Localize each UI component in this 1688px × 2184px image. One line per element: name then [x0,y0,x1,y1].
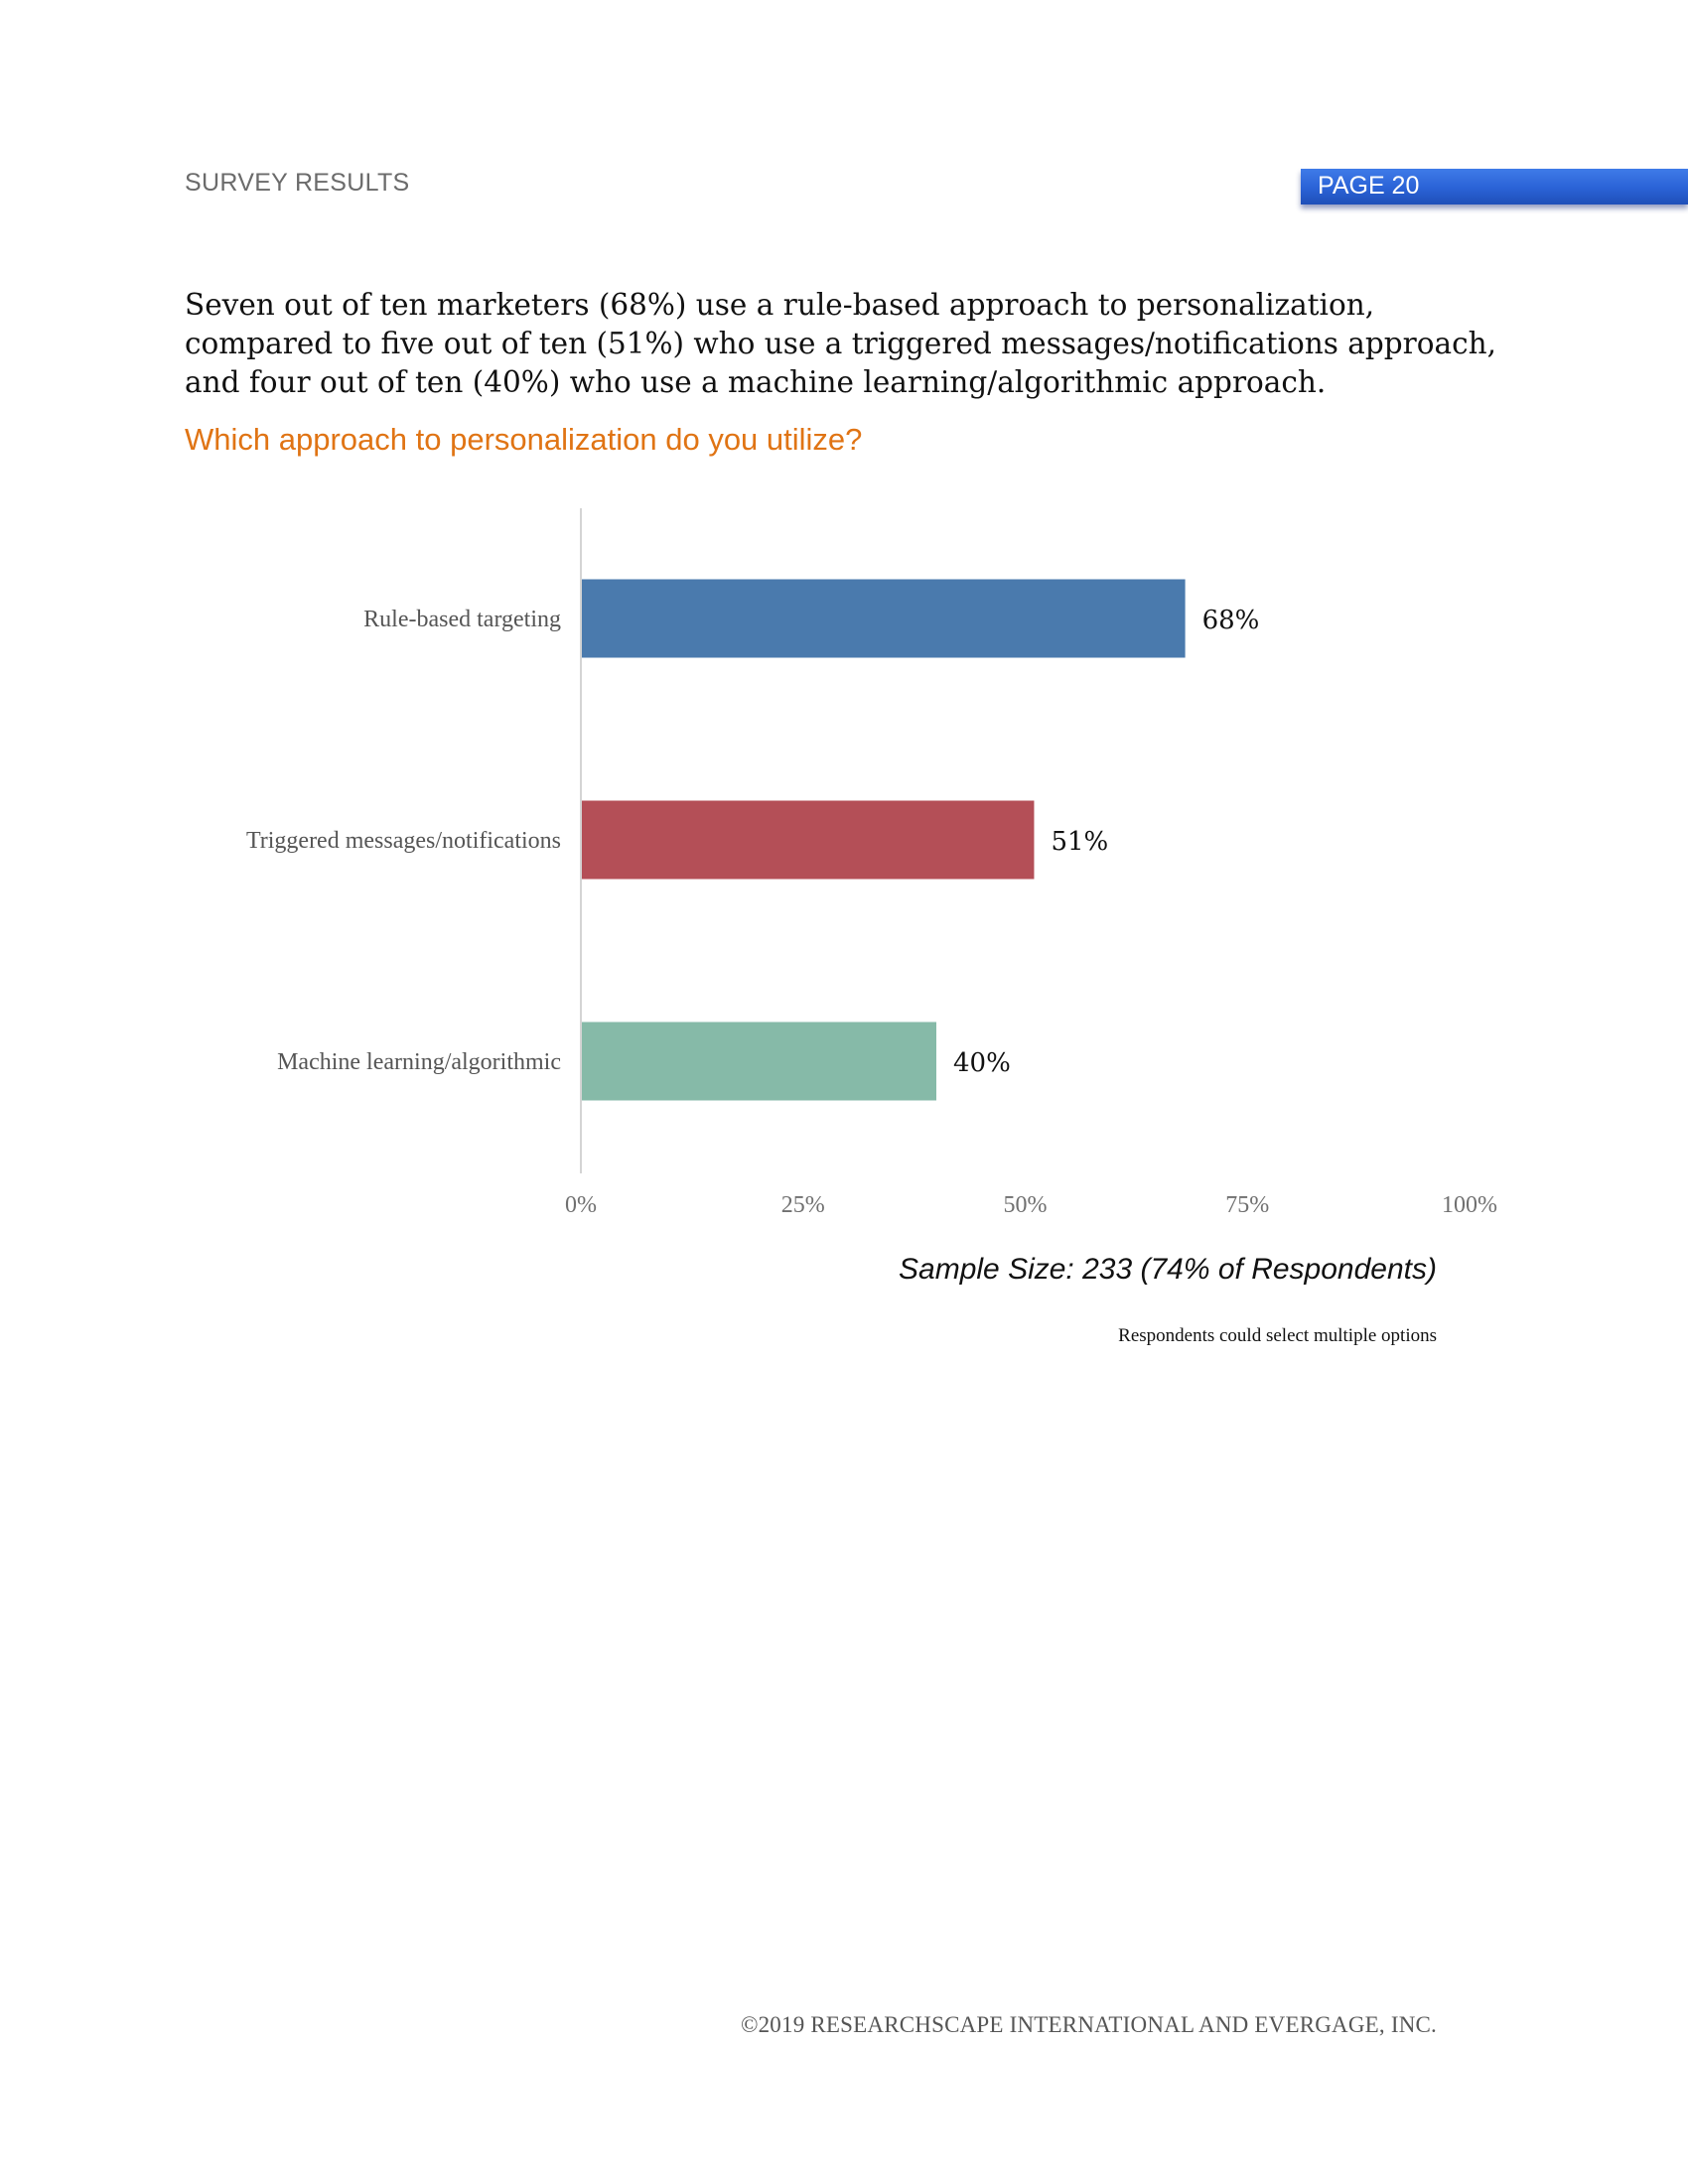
bar-2 [582,801,1034,880]
category-label-1: Rule-based targeting [363,607,561,632]
bar-1 [582,580,1186,658]
section-label: SURVEY RESULTS [185,169,410,197]
copyright-footer: ©2019 RESEARCHSCAPE INTERNATIONAL AND EVERGAGE, INC. [740,2012,1437,2037]
category-label-3: Machine learning/algorithmic [277,1049,561,1075]
x-tick-label-1: 0% [565,1192,597,1218]
x-tick-label-2: 25% [780,1192,825,1218]
data-label-1: 68% [1201,606,1260,635]
data-label-3: 40% [953,1048,1011,1078]
x-tick-label-5: 100% [1442,1192,1497,1218]
survey-question: Which approach to personalization do you utilize? [185,422,863,457]
x-tick-label-3: 50% [1003,1192,1048,1218]
data-label-2: 51% [1051,827,1109,857]
page-number-label: PAGE 20 [1318,172,1420,200]
bar-3 [582,1023,936,1101]
multiple-options-note: Respondents could select multiple options [1118,1325,1437,1346]
intro-paragraph: Seven out of ten marketers (68%) use a rule-based approach to personalization, compared to five out of ten (51%) who use a triggered messages/notifications approach, and four out of ten (40%) who use a machine learning/algorithmic approach. [185,288,1497,399]
category-label-2: Triggered messages/notifications [245,828,561,854]
sample-size-note: Sample Size: 233 (74% of Respondents) [899,1253,1437,1286]
x-tick-label-4: 75% [1225,1192,1270,1218]
